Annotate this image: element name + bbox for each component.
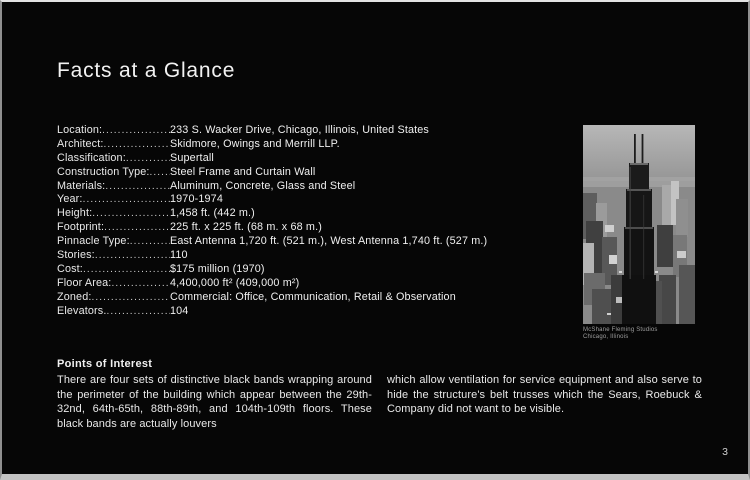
fact-label-cell <box>57 180 170 194</box>
dotted-leader <box>105 180 170 194</box>
fact-value: 104 <box>170 304 189 317</box>
fact-label-cell <box>57 152 170 166</box>
tower-photo <box>583 125 695 324</box>
points-of-interest-section <box>57 358 702 431</box>
fact-value: Commercial: Office, Communication, Retail & Observation <box>170 290 456 303</box>
dotted-leader <box>92 207 170 221</box>
fact-label-cell <box>57 305 170 319</box>
fact-label: Construction Type: <box>57 165 150 178</box>
fact-value: 233 S. Wacker Drive, Chicago, Illinois, United States <box>170 124 429 136</box>
dotted-leader <box>92 291 170 305</box>
fact-value: Skidmore, Owings and Merrill LLP. <box>170 137 340 150</box>
tower-photo-figure <box>583 125 695 341</box>
dotted-leader <box>104 138 170 152</box>
fact-row <box>57 138 567 152</box>
fact-label-cell <box>57 207 170 221</box>
fact-label-cell <box>57 124 170 138</box>
points-of-interest-column-2: which allow ventilation for service equipment and also serve to hide the structure's belt trusses which the Sears, Roebuck & Company did not want to be visible. <box>387 374 702 416</box>
fact-row <box>57 207 567 221</box>
fact-row <box>57 180 567 194</box>
dotted-leader <box>83 193 170 207</box>
fact-label-cell <box>57 138 170 152</box>
fact-row <box>57 193 567 207</box>
points-of-interest-columns <box>57 373 702 431</box>
fact-label-cell <box>57 193 170 207</box>
fact-value: 1,458 ft. (442 m.) <box>170 207 255 220</box>
fact-label: Stories: <box>57 249 95 262</box>
fact-label: Location: <box>57 124 103 136</box>
fact-label-cell <box>57 166 170 180</box>
dotted-leader <box>95 249 170 263</box>
fact-value: Steel Frame and Curtain Wall <box>170 165 316 178</box>
fact-row <box>57 249 567 263</box>
fact-row <box>57 221 567 235</box>
fact-row <box>57 152 567 166</box>
points-of-interest-heading: Points of Interest <box>57 358 153 370</box>
fact-label-cell <box>57 277 170 291</box>
dotted-leader <box>130 235 170 249</box>
fact-value: 225 ft. x 225 ft. (68 m. x 68 m.) <box>170 221 322 234</box>
fact-label-cell <box>57 235 170 249</box>
facts-list <box>57 124 567 318</box>
photo-credit-line1: McShane Fleming Studios <box>583 327 658 333</box>
dotted-leader <box>150 166 170 180</box>
fact-label: Floor Area: <box>57 276 112 289</box>
fact-label-cell <box>57 249 170 263</box>
dotted-leader <box>107 305 170 319</box>
fact-label: Pinnacle Type: <box>57 235 130 248</box>
fact-label-cell <box>57 263 170 277</box>
fact-row <box>57 124 567 138</box>
fact-label: Footprint: <box>57 221 105 234</box>
dotted-leader <box>111 277 170 291</box>
fact-label: Height: <box>57 207 93 220</box>
points-of-interest-column-1: There are four sets of distinctive black bands wrapping around the perimeter of the building which appear between the 29th-32nd, 64th-65th, 88th-89th, and 104th-109th floors. These black bands are actually louvers <box>57 374 372 430</box>
photo-credit-line2: Chicago, Illinois <box>583 334 629 340</box>
dotted-leader <box>83 263 170 277</box>
fact-row <box>57 277 567 291</box>
fact-label: Year: <box>57 193 83 206</box>
dotted-leader <box>104 221 170 235</box>
fact-row <box>57 235 567 249</box>
fact-label: Classification: <box>57 151 126 164</box>
fact-label: Materials: <box>57 179 106 192</box>
fact-value: Supertall <box>170 151 214 164</box>
fact-value: 110 <box>170 249 188 262</box>
fact-label: Architect: <box>57 137 104 150</box>
fact-row <box>57 263 567 277</box>
fact-label-cell <box>57 221 170 235</box>
fact-row <box>57 291 567 305</box>
page-number: 3 <box>722 446 728 458</box>
fact-label: Zoned: <box>57 290 92 303</box>
fact-row <box>57 166 567 180</box>
fact-value: 1970-1974 <box>170 193 223 206</box>
fact-value: Aluminum, Concrete, Glass and Steel <box>170 179 356 192</box>
fact-label-cell <box>57 291 170 305</box>
dotted-leader <box>126 152 170 166</box>
photo-credit <box>583 327 695 341</box>
dotted-leader <box>102 124 170 138</box>
fact-value: $175 million (1970) <box>170 262 265 275</box>
fact-value: East Antenna 1,720 ft. (521 m.), West Antenna 1,740 ft. (527 m.) <box>170 235 488 248</box>
fact-label: Elevators. <box>57 304 107 317</box>
fact-label: Cost: <box>57 262 83 275</box>
fact-row <box>57 305 567 319</box>
page-title: Facts at a Glance <box>57 59 236 82</box>
fact-value: 4,400,000 ft² (409,000 m²) <box>170 276 300 289</box>
